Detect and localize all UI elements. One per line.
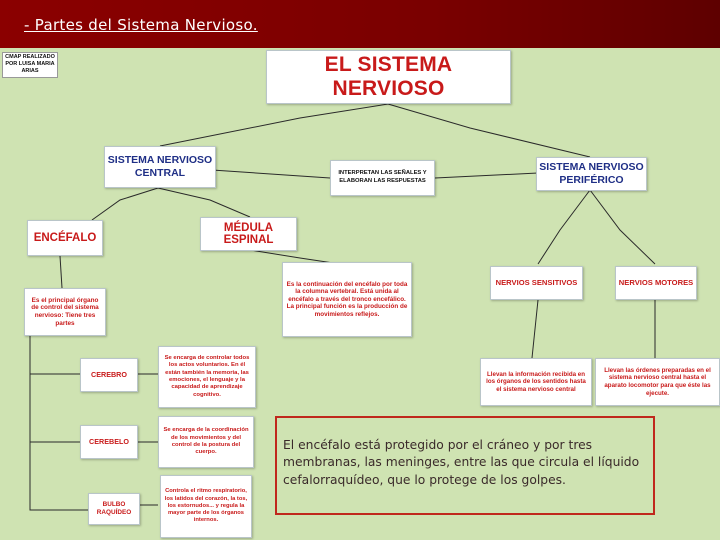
slide-title: - Partes del Sistema Nervioso. [24,16,258,34]
encephalon-description: Es el principal órgano de control del sistema nervioso: Tiene tres partes [24,288,106,336]
concept-cerebrum: CEREBRO [80,358,138,392]
spinal-cord-description: Es la continuación del encéfalo por toda la columna vertebral. Está unida al encéfalo a través del tronco encefálico. La principal función es la producción de movimientos reflejos. [282,262,412,337]
concept-spinal-cord: MÉDULA ESPINAL [200,217,297,251]
concept-central-nervous-system: SISTEMA NERVIOSO CENTRAL [104,146,216,188]
cerebrum-description: Se encarga de controlar todos los actos voluntarios. En él están también la memoria, las emociones, el lenguaje y la capacidad de aprendizaje cognitivo. [158,346,256,408]
concept-motor-nerves: NERVIOS MOTORES [615,266,697,300]
concept-medulla-oblongata: BULBO RAQUÍDEO [88,493,140,525]
concept-peripheral-nervous-system: SISTEMA NERVIOSO PERIFÉRICO [536,157,647,191]
concept-title: EL SISTEMA NERVIOSO [266,50,511,104]
credit-label: CMAP REALIZADO POR LUISA MARIA ARIAS [2,52,58,78]
sensory-nerves-description: Llevan la información recibida en los órganos de los sentidos hasta el sistema nervioso central [480,358,592,406]
concept-sensory-nerves: NERVIOS SENSITIVOS [490,266,583,300]
concept-cerebellum: CEREBELO [80,425,138,459]
motor-nerves-description: Llevan las órdenes preparadas en el sistema nervioso central hasta el aparato locomotor para que éste las ejecute. [595,358,720,406]
linking-phrase-interpret: INTERPRETAN LAS SEÑALES Y ELABORAN LAS RESPUESTAS [330,160,435,196]
concept-encephalon: ENCÉFALO [27,220,103,256]
medulla-description: Controla el ritmo respiratorio, los latidos del corazón, la tos, los estornudos... y regula la mayor parte de los órganos internos. [160,475,252,538]
protection-note: El encéfalo está protegido por el cráneo y por tres membranas, las meninges, entre las que circula el líquido cefalorraquídeo, que lo protege de los golpes. [275,416,655,515]
cerebellum-description: Se encarga de la coordinación de los movimientos y del control de la postura del cuerpo. [158,416,254,468]
